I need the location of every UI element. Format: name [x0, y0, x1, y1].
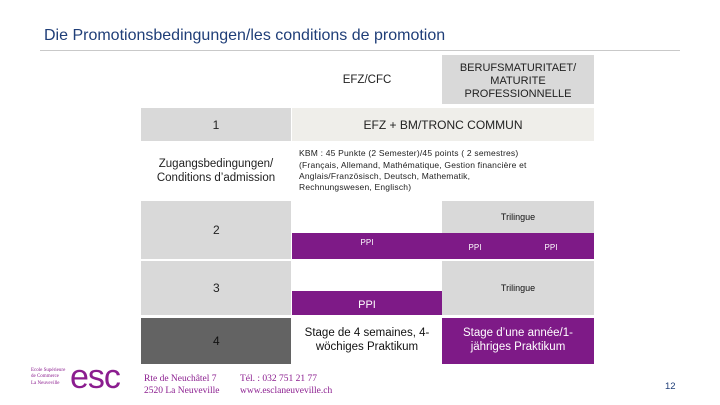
row4-bm-line2: jähriges Praktikum — [470, 341, 566, 353]
school-address — [144, 373, 219, 398]
school-contact — [240, 373, 332, 398]
contact-web: www.esclaneuveville.ch — [240, 386, 333, 397]
header-efz-cfc: EFZ/CFC — [292, 55, 442, 104]
title-divider — [40, 50, 680, 51]
admission-line1: KBM : 45 Punkte (2 Semester)/45 points ( 2 semestres) — [299, 148, 519, 159]
slide-title: Die Promotionsbedingungen/les conditions de promotion — [44, 27, 446, 44]
address-line2: 2520 La Neuveville — [144, 386, 220, 397]
logo-line3: La Neuveville — [31, 380, 60, 386]
row2-ppi-bm-2: PPI — [508, 233, 594, 259]
admission-label-line1: Zugangsbedingungen/ — [158, 157, 274, 170]
row2-trilingue: Trilingue — [442, 201, 594, 233]
header-bm-line2: MATURITE — [490, 74, 546, 87]
esc-logo-mark: esc — [70, 358, 120, 396]
address-line1: Rte de Neuchâtel 7 — [144, 374, 217, 384]
row1-label: 1 — [141, 108, 291, 141]
admission-content — [292, 147, 594, 195]
row4-bm-line1: Stage d’une année/1- — [463, 327, 573, 340]
row4-efz-line1: Stage de 4 semaines, 4- — [304, 327, 430, 340]
row3-trilingue: Trilingue — [442, 261, 594, 315]
header-bm-line3: PROFESSIONNELLE — [464, 88, 572, 101]
row3-label: 3 — [141, 261, 291, 315]
row2-ppi-efz: PPI — [292, 233, 442, 259]
admission-label — [141, 147, 291, 195]
row4-efz-stage — [292, 318, 442, 364]
row2-ppi-bm-1: PPI — [442, 233, 508, 259]
admission-line3: Anglais/Französisch, Deutsch, Mathematik, — [299, 171, 471, 181]
row2-efz-empty — [292, 201, 442, 233]
row4-efz-line2: wöchiges Praktikum — [315, 341, 419, 353]
school-logo-text — [31, 368, 67, 387]
row3-ppi: PPI — [292, 291, 442, 315]
row1-content: EFZ + BM/TRONC COMMUN — [292, 108, 594, 141]
admission-label-line2: Conditions d’admission — [156, 172, 276, 184]
row2-label: 2 — [141, 201, 291, 259]
row4-label: 4 — [141, 318, 291, 364]
admission-line2: (Français, Allemand, Mathématique, Gestion financière et — [299, 159, 527, 170]
admission-line4: Rechnungswesen, Englisch) — [299, 182, 412, 193]
contact-tel: Tél. : 032 751 21 77 — [240, 374, 318, 384]
page-number: 12 — [665, 381, 676, 392]
row3-efz-empty — [292, 261, 442, 291]
header-bm-line1: BERUFSMATURITAET/ — [459, 61, 577, 74]
logo-line2: de Commerce — [31, 374, 59, 380]
row4-bm-stage — [442, 318, 594, 364]
header-maturite-professionnelle — [442, 55, 594, 104]
logo-line1: Ecole Supérieure — [31, 368, 66, 373]
